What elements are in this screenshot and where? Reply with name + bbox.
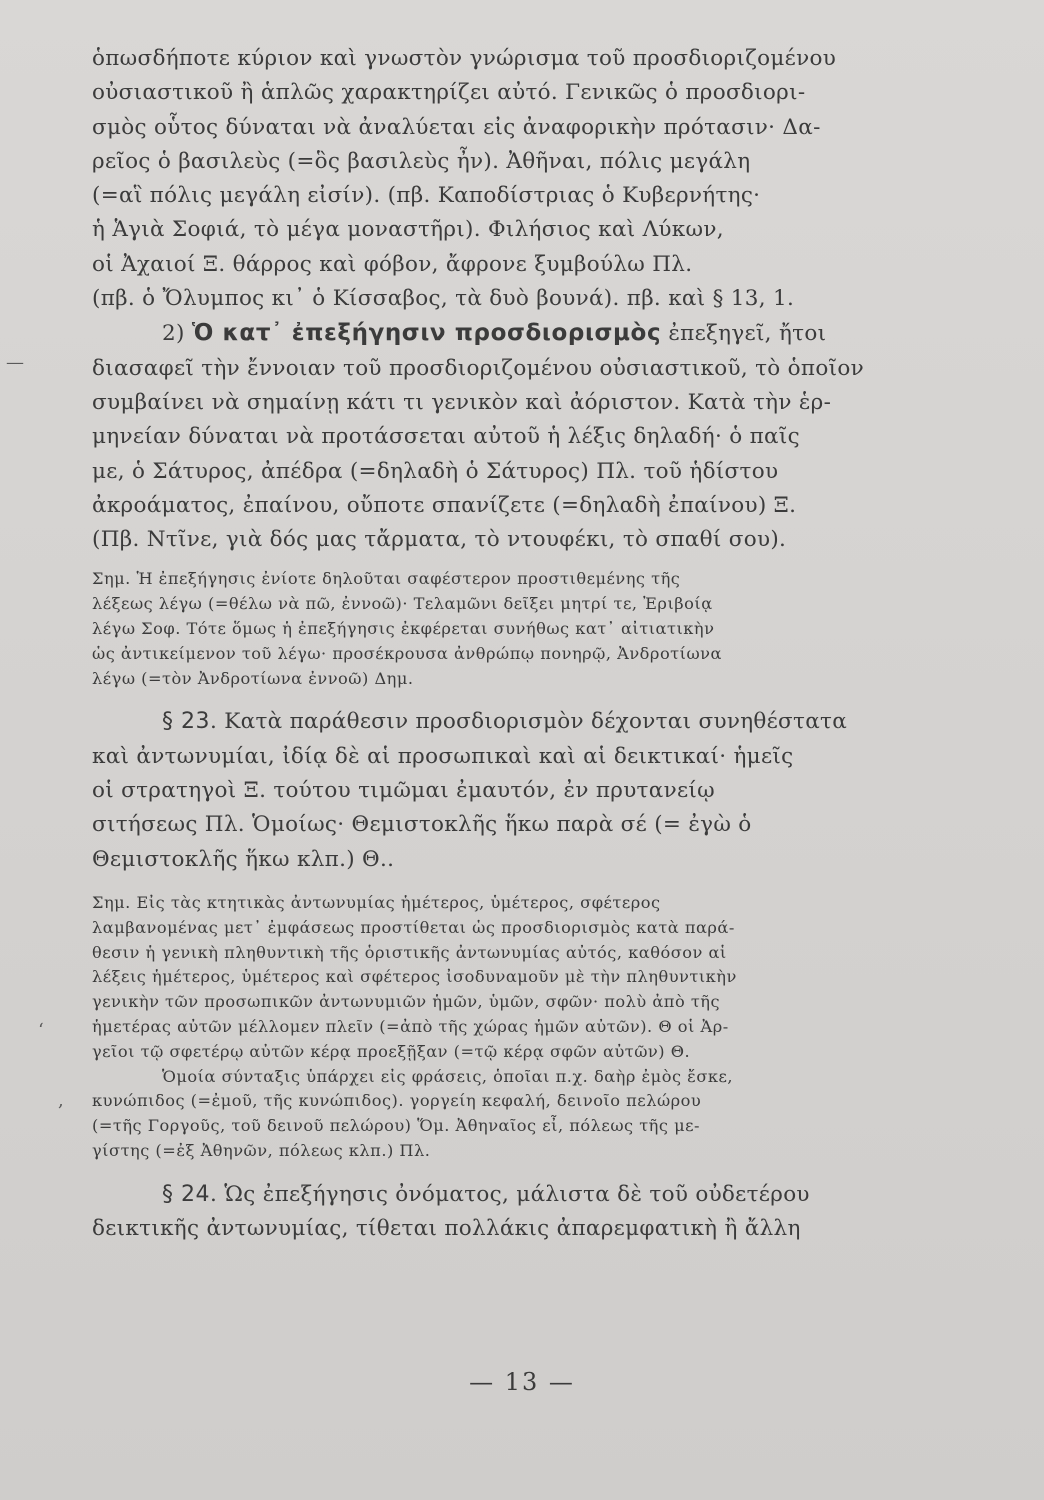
margin-dash-mark: — [6,352,24,373]
paragraph-section-24: § 24. Ὡς ἐπεξήγησις ὀνόματος, μάλιστα δὲ τοῦ οὐδετέρου δεικτικῆς ἀντωνυμίας, τίθεται πολλάκις ἀπαρεμφατικὴ ἢ ἄλλη [92,1181,810,1241]
paragraph-epexegesis: 2) Ὁ κατ᾿ ἐπεξήγησιν προσδιορισμὸς ἐπεξηγεῖ, ἤτοι διασαφεῖ τὴν ἔννοιαν τοῦ προσδιοριζομένου οὐσιαστικοῦ, τὸ ὁποῖον συμβαίνει νὰ σημαίνῃ κάτι τι γενικὸν καὶ ἀόριστον. Κατὰ τὴν ἑρ- μηνείαν δύναται νὰ προτάσσεται αὐτοῦ ἡ λέξις δηλαδή· ὁ παῖς με, ὁ Σάτυρος, ἀπέδρα (=δηλαδὴ ὁ Σάτυρος) Πλ. τοῦ ἡδίστου ἀκροάματος, ἐπαίνου, οὔποτε σπανίζετε (=δηλαδὴ ἐπαίνου) Ξ. (Πβ. Ντῖνε, γιὰ δός μας τἄρματα, τὸ ντουφέκι, τὸ σπαθί σου). [92,320,864,553]
page-body [92,42,950,1246]
margin-tick-mark: ‘ [38,1020,44,1041]
section-number: § 24 [162,1181,210,1207]
paragraph-1: ὁπωσδήποτε κύριον καὶ γνωστὸν γνώρισμα τοῦ προσδιοριζομένου οὐσιαστικοῦ ἢ ἁπλῶς χαρακτηρίζει αὐτό. Γενικῶς ὁ προσδιορι- σμὸς οὗτος δύναται νὰ ἀναλύεται εἰς ἀναφορικὴν πρότασιν· Δα- ρεῖος ὁ βασιλεὺς (=ὃς βασιλεὺς ἦν). Ἀθῆναι, πόλις μεγάλη (=αἳ πόλις μεγάλη εἰσίν). (πβ. Καποδίστριας ὁ Κυβερνήτης· ἡ Ἁγιὰ Σοφιά, τὸ μέγα μοναστῆρι). Φιλήσιος καὶ Λύκων, οἱ Ἀχαιοί Ξ. θάρρος καὶ φόβον, ἄφρονε ξυμβούλω Πλ. (πβ. ὁ Ὄλυμπος κι᾿ ὁ Κίσσαβος, τὰ δυὸ βουνά). πβ. καὶ § 13, 1. [92,46,837,312]
section-number: § 23 [162,709,210,735]
note-1: Σημ. Ἡ ἐπεξήγησις ἐνίοτε δηλοῦται σαφέστερον προστιθεμένης τῆς λέξεως λέγω (=θέλω νὰ πῶ, ἐννοῶ)· Τελαμῶνι δεῖξει μητρί τε, Ἐριβοίᾳ λέγω Σοφ. Τότε ὅμως ἡ ἐπεξήγησις ἐκφέρεται συνήθως κατ᾿ αἰτιατικὴν ὡς ἀντικείμενον τοῦ λέγω· προσέκρουσα ἀνθρώπῳ πονηρῷ, Ἀνδροτίωνα λέγω (=τὸν Ἀνδροτίωνα ἐννοῶ) Δημ. [92,569,722,688]
note-2: Σημ. Εἰς τὰς κτητικὰς ἀντωνυμίας ἡμέτερος, ὑμέτερος, σφέτερος λαμβανομένας μετ᾿ ἐμφάσεως προστίθεται ὡς προσδιορισμὸς κατὰ παρά- θεσιν ἡ γενικὴ πληθυντικὴ τῆς ὁριστικῆς ἀντωνυμίας αὐτός, καθόσον αἱ λέξεις ἡμέτερος, ὑμέτερος καὶ σφέτερος ἰσοδυναμοῦν μὲ τὴν πληθυντικὴν γενικὴν τῶν προσωπικῶν ἀντωνυμιῶν ἡμῶν, ὑμῶν, σφῶν· πολὺ ἀπὸ τῆς ἡμετέρας αὐτῶν μέλλομεν πλεῖν (=ἀπὸ τῆς χώρας ἡμῶν αὐτῶν). Θ οἱ Ἀρ- γεῖοι τῷ σφετέρῳ αὐτῶν κέρᾳ προεξῇξαν (=τῷ κέρᾳ σφῶν αὐτῶν) Θ. [92,892,737,1061]
paragraph-section-23: § 23. Κατὰ παράθεσιν προσδιορισμὸν δέχονται συνηθέστατα καὶ ἀντωνυμίαι, ἰδίᾳ δὲ αἱ προσωπικαὶ καὶ αἱ δεικτικαί· ἡμεῖς οἱ στρατηγοὶ Ξ. τούτου τιμῶμαι ἐμαυτόν, ἐν πρυτανείῳ σιτήσεως Πλ. Ὁμοίως· Θεμιστοκλῆς ἥκω παρὰ σέ (= ἐγὼ ὁ Θεμιστοκλῆς ἥκω κλπ.) Θ.. [92,709,848,872]
margin-comma-mark: , [58,1090,64,1111]
section-heading: Ὁ κατ᾿ ἐπεξήγησιν προσδιορισμὸς [191,320,662,347]
page-number: — 13 — [469,1368,575,1396]
note-3: Ὁμοία σύνταξις ὑπάρχει εἰς φράσεις, ὁποῖαι π.χ. δαὴρ ἐμὸς ἔσκε, κυνώπιδος (=ἐμοῦ, τῆς κυνώπιδος). γοργείη κεφαλή, δεινοῖο πελώρου (=τῆς Γοργοῦς, τοῦ δεινοῦ πελώρου) Ὅμ. Ἀθηναῖος εἶ, πόλεως τῆς με- γίστης (=ἐξ Ἀθηνῶν, πόλεως κλπ.) Πλ. [92,1066,734,1160]
